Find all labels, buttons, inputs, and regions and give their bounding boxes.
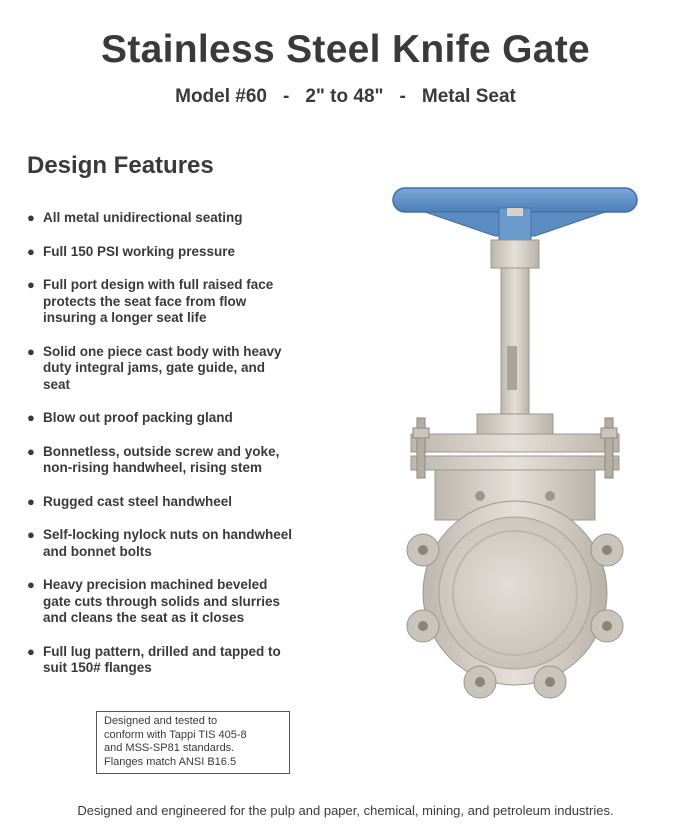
feature-item [27,577,357,627]
feature-text-line: Blow out proof packing gland [43,410,233,425]
features-list [27,210,357,677]
feature-text-line: Bonnetless, outside screw and yoke, [43,443,280,459]
feature-text-line: Self-locking nylock nuts on handwheel [43,527,293,542]
feature-item [27,344,357,394]
bullet-icon: ● [27,410,35,425]
bullet-icon: ● [27,443,35,459]
feature-item [27,444,357,477]
feature-item [27,244,357,261]
feature-text-line: protects the seat face from flow [43,293,247,309]
note-line: Flanges match ANSI B16.5 [104,755,237,768]
feature-text-line: Full lug pattern, drilled and tapped to [43,643,281,659]
feature-text-line: seat [43,376,71,392]
footer-text: Designed and engineered for the pulp and paper, chemical, mining, and petroleum industries. [77,803,614,818]
standards-note-box [96,711,290,774]
note-line: Designed and tested to [104,715,218,727]
feature-item [27,277,357,327]
feature-text-line: Full port design with full raised face [43,277,274,292]
feature-text-line: and bonnet bolts [43,543,152,559]
subtitle-size-range: 2" to 48" [305,86,384,107]
feature-text-line: Full 150 PSI working pressure [43,243,236,259]
feature-item [27,210,357,227]
bullet-icon: ● [27,493,35,509]
design-features-heading: Design Features [27,152,214,179]
feature-item [27,410,357,427]
feature-text-line: Solid one piece cast body with heavy [43,343,282,359]
note-line: and MSS-SP81 standards. [104,742,235,754]
bullet-icon: ● [27,277,35,292]
subtitle-model: Model #60 [175,86,267,107]
feature-item [27,527,357,560]
page-subtitle [0,86,691,108]
feature-text-line: and cleans the seat as it closes [43,610,245,625]
bullet-icon: ● [27,577,35,592]
valve-body [407,470,623,698]
subtitle-seat: Metal Seat [421,86,516,107]
feature-item [27,494,357,511]
feature-text-line: Heavy precision machined beveled [43,577,268,592]
feature-text-line: insuring a longer seat life [43,310,207,325]
note-line: conform with Tappi TIS 405-8 [104,728,247,741]
yoke [477,240,553,448]
knife-gate-valve-image [385,178,645,708]
bullet-icon: ● [27,243,35,259]
bullet-icon: ● [27,210,35,225]
feature-item [27,644,357,677]
feature-text-line: Rugged cast steel handwheel [43,493,233,509]
handwheel [393,188,637,242]
subtitle-separator: - [399,86,406,107]
feature-text-line: duty integral jams, gate guide, and [43,360,266,375]
feature-text-line: gate cuts through solids and slurries [43,593,281,609]
feature-text-line: All metal unidirectional seating [43,210,243,225]
bullet-icon: ● [27,527,35,542]
bullet-icon: ● [27,343,35,359]
bullet-icon: ● [27,643,35,659]
feature-text-line: suit 150# flanges [43,660,152,675]
subtitle-separator: - [283,86,290,107]
feature-text-line: non-rising handwheel, rising stem [43,460,263,475]
page-title: Stainless Steel Knife Gate [101,28,590,71]
